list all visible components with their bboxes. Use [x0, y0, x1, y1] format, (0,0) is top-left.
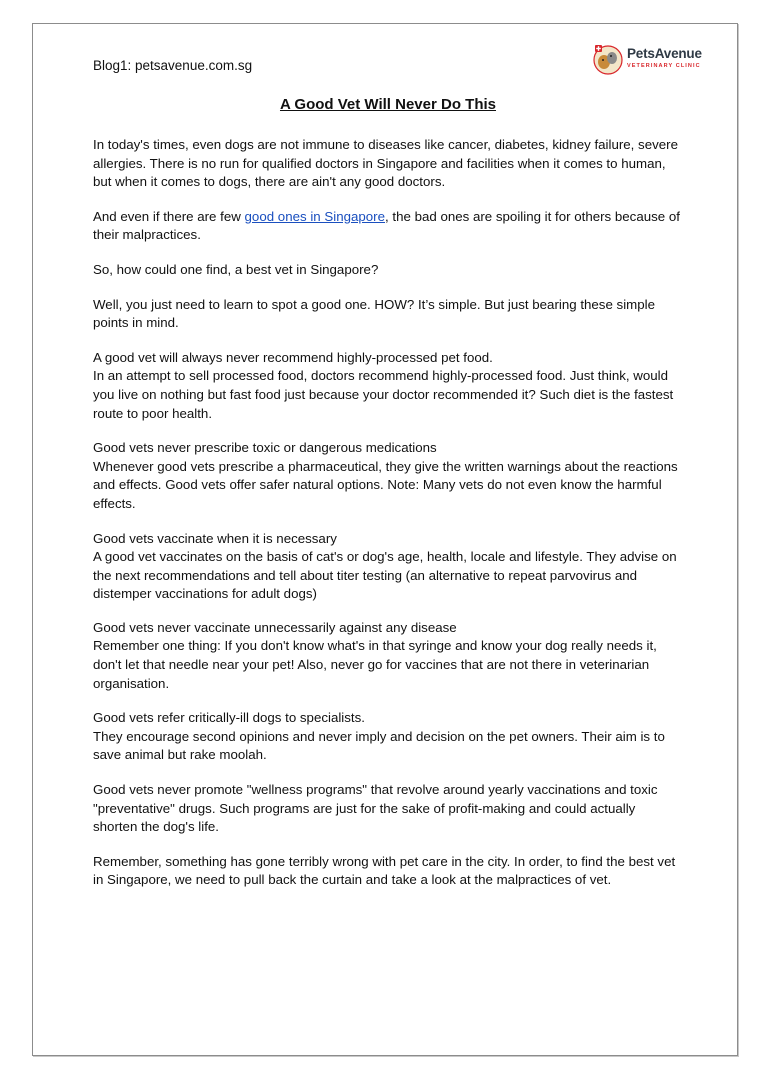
paragraph — [93, 781, 683, 837]
paragraph — [93, 136, 683, 192]
text-line: Well, you just need to learn to spot a good one. HOW? It’s simple. But just bearing these simple — [93, 296, 655, 312]
text-line: in Singapore, we need to pull back the curtain and take a look at the malpractices of vet. — [93, 872, 612, 888]
page-title: A Good Vet Will Never Do This — [279, 96, 496, 113]
text-line: route to poor health. — [93, 405, 213, 421]
text-line: but when it comes to dogs, there are ain't any good doctors. — [93, 174, 446, 190]
text-line: In an attempt to sell processed food, doctors recommend highly-processed food. Just think, would — [93, 368, 669, 384]
paragraph — [93, 261, 683, 280]
text-line: In today's times, even dogs are not immune to diseases like cancer, diabetes, kidney failure, severe — [93, 137, 678, 152]
text-line: They encourage second opinions and never imply and decision on the pet owners. Their aim is to — [93, 728, 665, 744]
text-line: Remember one thing: If you don't know what's in that syringe and know your dog really needs it, — [93, 638, 657, 654]
text-line: And even if there are few good ones in Singapore, the bad ones are spoiling it for others because of — [93, 208, 680, 224]
paragraph — [93, 439, 683, 513]
text-line: Remember, something has gone terribly wrong with pet care in the city. In order, to find the best vet — [93, 853, 676, 869]
logo-subtitle: VETERINARY CLINIC — [627, 63, 701, 69]
text-line: So, how could one find, a best vet in Singapore? — [93, 261, 379, 277]
paragraph — [93, 709, 683, 765]
article-body — [93, 136, 683, 906]
text-line: Whenever good vets prescribe a pharmaceutical, they give the written warnings about the reactions — [93, 458, 678, 474]
paragraph — [93, 208, 683, 245]
text-line: Good vets vaccinate when it is necessary — [93, 530, 337, 546]
logo-brand-text: PetsAvenue — [627, 46, 702, 61]
text-line: A good vet vaccinates on the basis of cat's or dog's age, health, locale and lifestyle. They advise on — [93, 549, 677, 565]
text-line: their malpractices. — [93, 227, 201, 243]
text-line: effects. — [93, 495, 136, 511]
text-line: organisation. — [93, 675, 170, 691]
pet-logo-icon — [592, 43, 624, 75]
text-line: "preventative" drugs. Such programs are just for the sake of profit-making and could actually — [93, 800, 636, 816]
paragraph — [93, 619, 683, 693]
text-line: Good vets never vaccinate unnecessarily against any disease — [93, 619, 457, 635]
good-ones-link[interactable]: good ones in Singapore — [244, 208, 385, 224]
paragraph — [93, 349, 683, 423]
text-line: Good vets never prescribe toxic or dangerous medications — [93, 440, 437, 456]
paragraph — [93, 296, 683, 333]
text-line: Good vets refer critically-ill dogs to specialists. — [93, 710, 365, 726]
petsavenue-logo — [592, 43, 702, 77]
header-text: Blog1: petsavenue.com.sg — [93, 58, 253, 73]
text-line: allergies. There is no run for qualified doctors in Singapore and facilities when it comes to human, — [93, 155, 666, 171]
text-line: you live on nothing but fast food just because your doctor recommended it? Such diet is the fastest — [93, 386, 674, 402]
paragraph — [93, 853, 683, 890]
text-line: points in mind. — [93, 315, 179, 331]
text-line: distemper vaccinations for adult dogs) — [93, 586, 317, 602]
text-line: save animal but rake moolah. — [93, 747, 267, 763]
text-line: the next recommendations and tell about titer testing (an alternative to repeat parvovirus and — [93, 567, 638, 583]
text-line: shorten the dog's life. — [93, 819, 219, 835]
text-line: don't let that needle near your pet! Also, never go for vaccines that are not there in veterinarian — [93, 657, 650, 673]
paragraph — [93, 530, 683, 604]
text-line: Good vets never promote "wellness programs" that revolve around yearly vaccinations and toxic — [93, 782, 658, 798]
text-line: and effects. Good vets offer safer natural options. Note: Many vets do not even know the harmful — [93, 477, 662, 493]
text-line: A good vet will always never recommend highly-processed pet food. — [93, 349, 493, 365]
